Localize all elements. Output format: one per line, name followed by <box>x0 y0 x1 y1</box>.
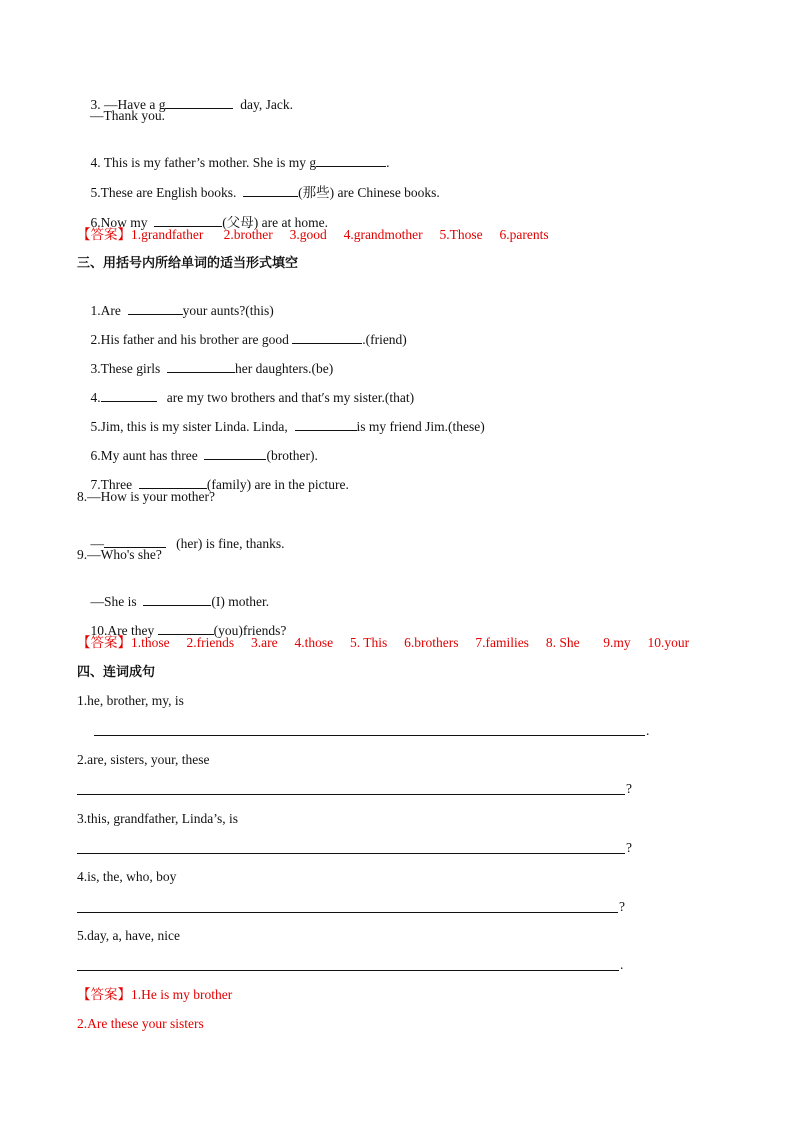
section-3-title: 三、用括号内所给单词的适当形式填空 <box>77 256 299 271</box>
question-s4-5: 5.day, a, have, nice <box>77 928 180 943</box>
question-text: (family) are in the picture. <box>206 477 349 492</box>
answer-line-s4-3[interactable] <box>77 853 625 854</box>
answer-line-s4-5[interactable] <box>77 970 619 971</box>
question-s3-8a: 8.—How is your mother? <box>77 489 215 504</box>
question-s4-1: 1.he, brother, my, is <box>77 693 184 708</box>
answer-key-s4-1: 【答案】1.He is my brother <box>77 987 233 1002</box>
question-text: 3.These girls <box>90 361 161 376</box>
question-text: —She is <box>90 594 137 609</box>
end-punctuation: . <box>620 957 624 972</box>
end-punctuation: ? <box>619 899 625 914</box>
end-punctuation: . <box>646 723 650 738</box>
question-text: (I) mother. <box>211 594 270 609</box>
question-text: (父母) are at home. <box>222 215 328 230</box>
question-text: (her) is fine, thanks. <box>176 536 285 551</box>
section-4-title: 四、连词成句 <box>77 665 156 680</box>
question-text: 7.Three <box>90 477 133 492</box>
question-text: (那些) are Chinese books. <box>298 185 440 200</box>
answer-line-s4-2[interactable] <box>77 794 625 795</box>
question-s3-9a: 9.—Who's she? <box>77 547 162 562</box>
question-text: (you)friends? <box>213 623 287 638</box>
question-s4-2: 2.are, sisters, your, these <box>77 752 210 767</box>
answer-key-s3: 【答案】1.those 2.friends 3.are 4.those 5. This 6.brothers 7.families 8. She 9.my 10.your <box>77 635 690 650</box>
question-text: 1.Are <box>90 303 121 318</box>
question-text: . <box>386 155 390 170</box>
question-text: .(friend) <box>362 332 407 347</box>
end-punctuation: ? <box>626 840 632 855</box>
question-s4-3: 3.this, grandfather, Linda’s, is <box>77 811 239 826</box>
question-text: 2.His father and his brother are good <box>90 332 289 347</box>
question-text: her daughters.(be) <box>235 361 334 376</box>
end-punctuation: ? <box>626 781 632 796</box>
answer-line-s4-1[interactable] <box>94 735 645 736</box>
question-text: is my friend Jim.(these) <box>356 419 485 434</box>
answer-line-s4-4[interactable] <box>77 912 618 913</box>
question-text: 10.Are they <box>90 623 155 638</box>
question-text: — <box>90 536 104 551</box>
question-text: (brother). <box>266 448 318 463</box>
question-s2-3b: —Thank you. <box>90 108 165 123</box>
answer-blank[interactable] <box>165 96 233 109</box>
answer-key-s4-2: 2.Are these your sisters <box>77 1016 204 1031</box>
question-text: are my two brothers and that′s my sister.(that) <box>166 390 415 405</box>
question-text: 4. This is my father’s mother. She is my g <box>90 155 317 170</box>
question-text: 6.Now my <box>90 215 148 230</box>
question-text: 5.These are English books. <box>90 185 237 200</box>
question-text: 3. —Have a g <box>90 97 166 112</box>
question-text: your aunts?(this) <box>182 303 274 318</box>
answer-key-s2: 【答案】1.grandfather 2.brother 3.good 4.grandmother 5.Those 6.parents <box>77 227 549 242</box>
question-s4-4: 4.is, the, who, boy <box>77 869 177 884</box>
question-text: 4. <box>90 390 101 405</box>
question-text: 5.Jim, this is my sister Linda. Linda, <box>90 419 288 434</box>
question-text: 6.My aunt has three <box>90 448 198 463</box>
question-text: day, Jack. <box>240 97 293 112</box>
